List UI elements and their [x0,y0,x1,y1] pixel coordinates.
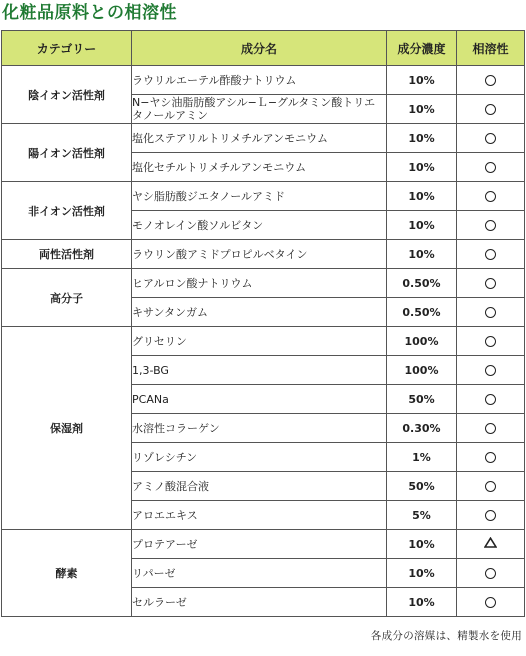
circle-icon [485,104,496,115]
category-cell: 酵素 [2,530,132,617]
page-title: 化粧品原料との相溶性 [2,3,177,23]
triangle-icon [484,537,497,551]
concentration-cell: 0.30% [387,414,457,443]
footnote: 各成分の溶媒は、精製水を使用 [370,630,522,642]
solubility-cell [457,240,525,269]
circle-icon [485,249,496,260]
concentration-cell: 10% [387,95,457,124]
solubility-cell [457,472,525,501]
ingredient-cell: リパーゼ [132,559,387,588]
table-row [2,182,525,211]
category-cell: 高分子 [2,269,132,327]
circle-icon [485,307,496,318]
ingredient-cell: キサンタンガム [132,298,387,327]
solubility-cell [457,95,525,124]
table-row [2,530,525,559]
solubility-cell [457,153,525,182]
header-solubility: 相溶性 [457,31,525,66]
ingredient-cell: 塩化セチルトリメチルアンモニウム [132,153,387,182]
ingredient-cell: PCANa [132,385,387,414]
category-cell: 保湿剤 [2,327,132,530]
concentration-cell: 10% [387,182,457,211]
concentration-cell: 10% [387,559,457,588]
ingredient-cell: セルラーゼ [132,588,387,617]
ingredient-cell: 水溶性コラーゲン [132,414,387,443]
ingredient-cell: グリセリン [132,327,387,356]
circle-icon [485,133,496,144]
concentration-cell: 10% [387,66,457,95]
solubility-cell [457,327,525,356]
circle-icon [485,220,496,231]
concentration-cell: 100% [387,327,457,356]
circle-icon [485,162,496,173]
ingredient-cell: プロテアーゼ [132,530,387,559]
ingredient-cell: N−ヤシ油脂肪酸アシル−Ｌ−グルタミン酸トリエタノールアミン [132,95,387,124]
ingredient-cell: ヤシ脂肪酸ジエタノールアミド [132,182,387,211]
circle-icon [485,278,496,289]
compatibility-table [1,30,525,617]
solubility-cell [457,588,525,617]
solubility-cell [457,385,525,414]
concentration-cell: 5% [387,501,457,530]
solubility-cell [457,501,525,530]
category-cell: 陽イオン活性剤 [2,124,132,182]
circle-icon [485,191,496,202]
concentration-cell: 1% [387,443,457,472]
circle-icon [485,597,496,608]
ingredient-cell: ラウリン酸アミドプロピルベタイン [132,240,387,269]
circle-icon [485,481,496,492]
solubility-cell [457,211,525,240]
ingredient-cell: アミノ酸混合液 [132,472,387,501]
solubility-cell [457,269,525,298]
header-ingredient: 成分名 [132,31,387,66]
ingredient-cell: モノオレイン酸ソルビタン [132,211,387,240]
table-row [2,327,525,356]
circle-icon [485,336,496,347]
solubility-cell [457,443,525,472]
solubility-cell [457,66,525,95]
table-body [2,66,525,617]
circle-icon [485,423,496,434]
circle-icon [485,365,496,376]
table-row [2,124,525,153]
header-concentration: 成分濃度 [387,31,457,66]
solubility-cell [457,559,525,588]
ingredient-cell: ラウリルエーテル酢酸ナトリウム [132,66,387,95]
ingredient-cell: アロエエキス [132,501,387,530]
concentration-cell: 10% [387,153,457,182]
concentration-cell: 100% [387,356,457,385]
solubility-cell [457,124,525,153]
circle-icon [485,394,496,405]
solubility-cell [457,298,525,327]
concentration-cell: 10% [387,240,457,269]
ingredient-cell: 塩化ステアリルトリメチルアンモニウム [132,124,387,153]
circle-icon [485,510,496,521]
table-row [2,66,525,95]
circle-icon [485,452,496,463]
concentration-cell: 10% [387,211,457,240]
solubility-cell [457,414,525,443]
header-category: カテゴリー [2,31,132,66]
table-row [2,240,525,269]
header-row [2,31,525,66]
category-cell: 非イオン活性剤 [2,182,132,240]
circle-icon [485,568,496,579]
concentration-cell: 0.50% [387,298,457,327]
concentration-cell: 50% [387,472,457,501]
category-cell: 陰イオン活性剤 [2,66,132,124]
concentration-cell: 10% [387,124,457,153]
ingredient-cell: 1,3-BG [132,356,387,385]
concentration-cell: 0.50% [387,269,457,298]
circle-icon [485,75,496,86]
concentration-cell: 50% [387,385,457,414]
ingredient-cell: ヒアルロン酸ナトリウム [132,269,387,298]
concentration-cell: 10% [387,530,457,559]
solubility-cell [457,182,525,211]
solubility-cell [457,356,525,385]
solubility-cell [457,530,525,559]
ingredient-cell: リゾレシチン [132,443,387,472]
category-cell: 両性活性剤 [2,240,132,269]
concentration-cell: 10% [387,588,457,617]
table-row [2,269,525,298]
